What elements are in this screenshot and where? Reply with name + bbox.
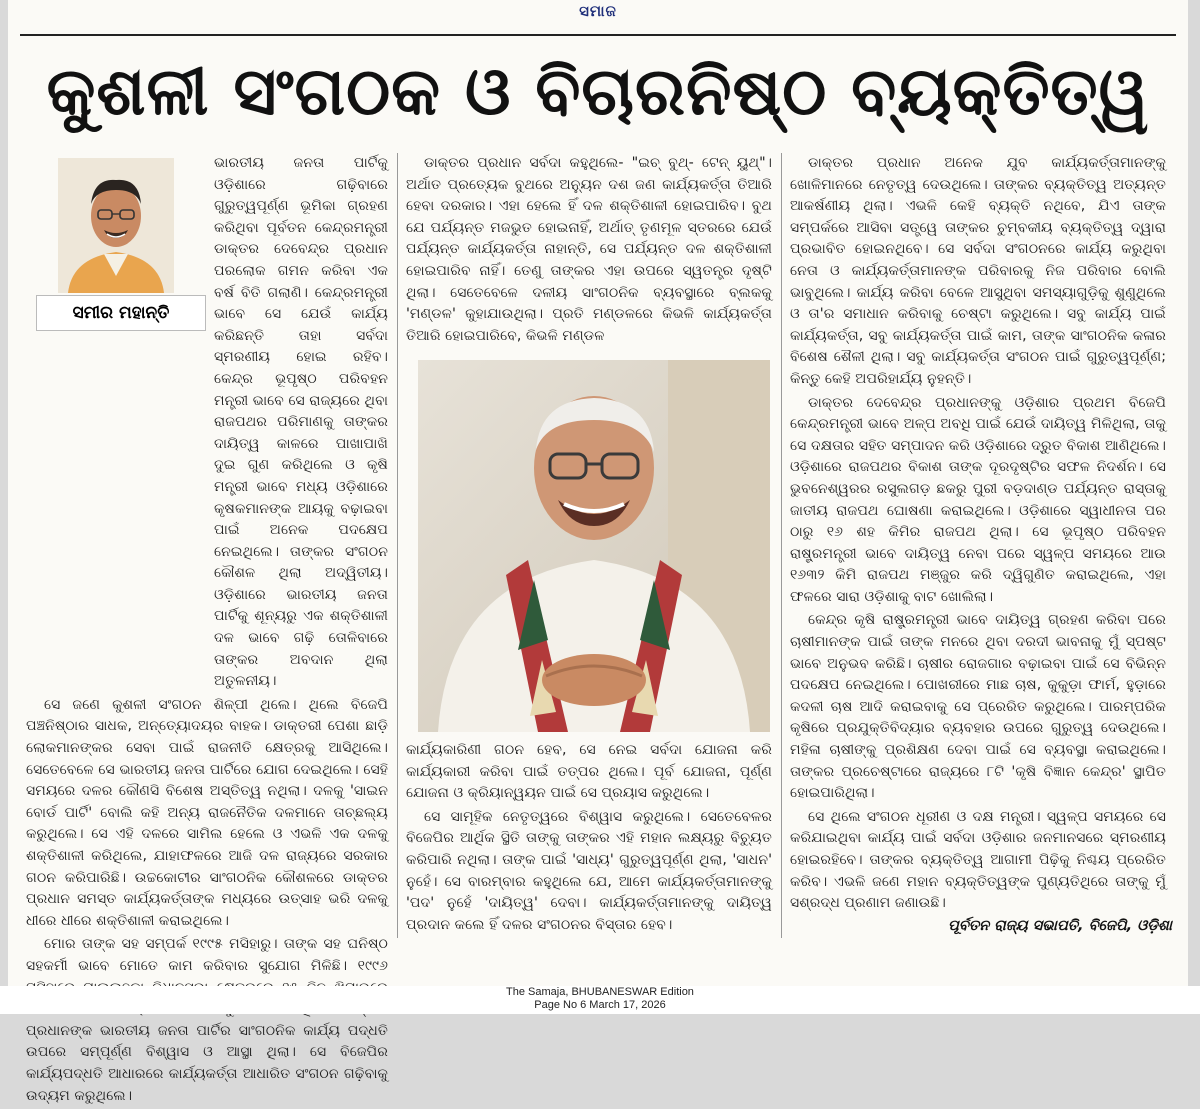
paragraph: ଡାକ୍ତର ପ୍ରଧାନ ସର୍ବଦା କହୁଥିଲେ- "ଇଚ୍ ବୁଥ୍- ଟେନ୍ ୟୁଥ୍"। ଅର୍ଥାତ ପ୍ରତ୍ୟେକ ବୁଥରେ ଅନ୍ୟୁନ ଦଶ ଜଣ କାର୍ଯ୍ୟକର୍ତ୍ତା ତିଆରି ହେବା ଦରକାର। ଏହା ହେଲେ ହିଁ ଦଳ ଶକ୍ତିଶାଳୀ ହୋଇପାରିବ। ବୁଥ ଯେ ପର୍ଯ୍ୟନ୍ତ ମଜଭୁତ ହୋଇନାହିଁ, ଅର୍ଥାତ୍ ତୃଣମୂଳ ସ୍ତରରେ ଯେଉଁ ପର୍ଯ୍ୟନ୍ତ କାର୍ଯ୍ୟକର୍ତ୍ତା ନାହାନ୍ତି, ସେ ପର୍ଯ୍ୟନ୍ତ ଦଳ ଶକ୍ତିଶାଳୀ ହୋଇପାରିବ ନାହିଁ। ତେଣୁ ତାଙ୍କର ଏହା ଉପରେ ସ୍ୱତନ୍ତ୍ର ଦୃଷ୍ଟି ଥିଲା। ସେତେବେଳେ ଦଳୀୟ ସାଂଗଠନିକ ବ୍ୟବସ୍ଥାରେ ବ୍ଲକକୁ 'ମଣ୍ଡଳ' କୁହାଯାଉଥିଲା। ପ୍ରତି ମଣ୍ଡଳରେ କିଭଳି କାର୍ଯ୍ୟକର୍ତ୍ତା ତିଆରି ହୋଇପାରିବେ, କିଭଳି ମଣ୍ଡଳ [406, 155, 772, 344]
column-2-top [406, 153, 772, 349]
paragraph: ଭାରତୀୟ ଜନତା ପାର୍ଟିକୁ ଓଡ଼ିଶାରେ ଗଢ଼ିବାରେ ଗୁରୁତ୍ୱପୂର୍ଣ୍ଣ ଭୂମିକା ଗ୍ରହଣ କରିଥିବା ପୂର୍ବତନ କେନ୍ଦ୍ରମନ୍ତ୍ରୀ ଡାକ୍ତର ଦେବେନ୍ଦ୍ର ପ୍ରଧାନ ପରଲୋକ ଗମନ କରିବା ଏକ ବର୍ଷ ବିତି ଗଲାଣି। କେନ୍ଦ୍ରମନ୍ତ୍ରୀ ଭାବେ ସେ ଯେଉଁ କାର୍ଯ୍ୟ କରିଛନ୍ତି ତାହା ସର୍ବଦା ସ୍ମରଣୀୟ ହୋଇ ରହିବ। କେନ୍ଦ୍ର ଭୂପୃଷ୍ଠ ପରିବହନ ମନ୍ତ୍ରୀ ଭାବେ ସେ ରାଜ୍ୟରେ ଥିବା ରାଜପଥର ପରିମାଣକୁ ତାଙ୍କର ଦାୟିତ୍ୱ କାଳରେ ପାଖାପାଖି ଦୁଇ ଗୁଣ କରିଥିଲେ ଓ କୃଷି ମନ୍ତ୍ରୀ ଭାବେ ମଧ୍ୟ ଓଡ଼ିଶାରେ କୃଷକମାନଙ୍କ ଆୟକୁ ବଢ଼ାଇବା ପାଇଁ ଅନେକ ପଦକ୍ଷେପ ନେଇଥିଲେ। ତାଙ୍କର ସଂଗଠନ କୌଶଳ ଥିଲା ଅଦ୍ୱିତୀୟ। ଓଡ଼ିଶାରେ ଭାରତୀୟ ଜନତା ପାର୍ଟିକୁ ଶୂନ୍ୟରୁ ଏକ ଶକ୍ତିଶାଳୀ ଦଳ ଭାବେ ଗଢ଼ି ତୋଳିବାରେ ତାଙ୍କର ଅବଦାନ ଥିଲା ଅତୁଳନୀୟ। [214, 155, 388, 690]
paragraph: କେନ୍ଦ୍ର କୃଷି ରାଷ୍ଟ୍ରମନ୍ତ୍ରୀ ଭାବେ ଦାୟିତ୍ୱ ଗ୍ରହଣ କରିବା ପରେ ଚାଷୀମାନଙ୍କ ପାଇଁ ତାଙ୍କ ମନରେ ଥିବା ଦରଦୀ ଭାବନାକୁ ମୁଁ ସ୍ପଷ୍ଟ ଭାବେ ଅନୁଭବ କରିଛି। ଚାଷୀର ରୋଜଗାର ବଢ଼ାଇବା ପାଇଁ ସେ ବିଭିନ୍ନ ପଦକ୍ଷେପ ନେଇଥିଲେ। ପୋଖରୀରେ ମାଛ ଚାଷ, କୁକୁଡ଼ା ଫାର୍ମ, ହୁଡ଼ାରେ କଦଳୀ ଚାଷ ଆଦି କରାଇବାକୁ ସେ ପ୍ରେରିତ କରୁଥିଲେ। ପାରମ୍ପରିକ କୃଷିରେ ପ୍ରଯୁକ୍ତିବିଦ୍ୟାର ବ୍ୟବହାର ଉପରେ ଗୁରୁତ୍ୱ ଦେଉଥିଲେ। ମହିଳା ଚାଷୀଙ୍କୁ ପ୍ରଶିକ୍ଷଣ ଦେବା ପାଇଁ ସେ ବ୍ୟବସ୍ଥା କରାଇଥିଲେ। ତାଙ୍କର ପ୍ରଚେଷ୍ଟାରେ ରାଜ୍ୟରେ ୮ଟି 'କୃଷି ବିଜ୍ଞାନ କେନ୍ଦ୍ର' ସ୍ଥାପିତ ହୋଇପାରିଥିଲା। [790, 612, 1166, 802]
paragraph: କାର୍ଯ୍ୟକାରିଣୀ ଗଠନ ହେବ, ସେ ନେଇ ସର୍ବଦା ଯୋଜନା କରି କାର୍ଯ୍ୟକାରୀ କରିବା ପାଇଁ ତତ୍ପର ଥିଲେ। ପୂର୍ବ ଯୋଜନା, ପୂର୍ଣ୍ଣ ଯୋଜନା ଓ କ୍ରିୟାନ୍ୱୟନ ପାଇଁ ସେ ପ୍ରୟାସ କରୁଥିଲେ। [406, 742, 772, 802]
paragraph: ସେ ଥିଲେ ସଂଗଠନ ଧୂରୀଣ ଓ ଦକ୍ଷ ମନ୍ତ୍ରୀ। ସ୍ୱଳ୍ପ ସମୟରେ ସେ କରିଯାଇଥିବା କାର୍ଯ୍ୟ ପାଇଁ ସର୍ବଦା ଓଡ଼ିଶାର ଜନମାନସରେ ସ୍ମରଣୀୟ ହୋଇରହିବେ। ତାଙ୍କର ବ୍ୟକ୍ତିତ୍ୱ ଆଗାମୀ ପିଢ଼ିକୁ ନିଶ୍ଚୟ ପ୍ରେରିତ କରିବ। ଏଭଳି ଜଣେ ମହାନ ବ୍ୟକ୍ତିତ୍ୱଙ୍କ ପୁଣ୍ୟତିଥିରେ ତାଙ୍କୁ ମୁଁ ସଶ୍ରଦ୍ଧ ପ୍ରଣାମ ଜଣାଉଛି। [790, 808, 1166, 912]
paragraph: ସେ ଜଣେ କୁଶଳୀ ସଂଗଠନ ଶିଳ୍ପୀ ଥିଲେ। ଥିଲେ ବିଜେପି ପଞ୍ଚନିଷ୍ଠାର ସାଧକ, ଅନ୍ତ୍ୟୋଦୟର ବାହକ। ଡାକ୍ତରୀ ପେଶା ଛାଡ଼ି ଲୋକମାନଙ୍କର ସେବା ପାଇଁ ରାଜନୀତି କ୍ଷେତ୍ରକୁ ଆସିଥିଲେ। ସେତେବେଳେ ସେ ଭାରତୀୟ ଜନତା ପାର୍ଟିରେ ଯୋଗ ଦେଇଥିଲେ। ସେହି ସମୟରେ ଦଳର କୌଣସି ବିଶେଷ ଅସ୍ତିତ୍ୱ ନଥିଲା। ଦଳକୁ 'ସାଇନ ବୋର୍ଡ ପାର୍ଟି' ବୋଲି କହି ଅନ୍ୟ ରାଜନୈତିକ ଦଳମାନେ ତାଚ୍ଛଲ୍ୟ କରୁଥିଲେ। ସେ ଏହି ଦଳରେ ସାମିଲ ହେଲେ ଓ ଏଭଳି ଏକ ଦଳକୁ ଶକ୍ତିଶାଳୀ କରିଥିଲେ, ଯାହାଫଳରେ ଆଜି ଦଳ ରାଜ୍ୟରେ ସରକାର ଗଠନ କରିପାରିଛି। ଉଚ୍ଚକୋଟୀର ସାଂଗଠନିକ କୌଶଳରେ ଡାକ୍ତର ପ୍ରଧାନ ସମସ୍ତ କାର୍ଯ୍ୟକର୍ତ୍ତାଙ୍କ ମଧ୍ୟରେ ଉତ୍ସାହ ଭରି ଦଳକୁ ଧୀରେ ଧୀରେ ଶକ୍ତିଶାଳୀ କରାଇଥିଲେ। [26, 696, 388, 929]
paragraph: ଡାକ୍ତର ପ୍ରଧାନ ଅନେକ ଯୁବ କାର୍ଯ୍ୟକର୍ତ୍ତାମାନଙ୍କୁ ଖୋଳିମାନରେ ନେତୃତ୍ୱ ଦେଉଥିଲେ। ତାଙ୍କର ବ୍ୟକ୍ତିତ୍ୱ ଅତ୍ୟନ୍ତ ଆକର୍ଷଣୀୟ ଥିଲା। ଏଭଳି କେହି ବ୍ୟକ୍ତି ନଥିବେ, ଯିଏ ତାଙ୍କ ସମ୍ପର୍କରେ ଆସିବା ସତ୍ତ୍ୱେ ତାଙ୍କର ଚୁମ୍ବକୀୟ ବ୍ୟକ୍ତିତ୍ୱ ଦ୍ୱାରା ପ୍ରଭାବିତ ହୋଇନଥିବେ। ସେ ସର୍ବଦା ସଂଗଠନରେ କାର୍ଯ୍ୟ କରୁଥିବା ନେତା ଓ କାର୍ଯ୍ୟକର୍ତ୍ତାମାନଙ୍କ ପରିବାରକୁ ନିଜ ପରିବାର ବୋଲି ଭାବୁଥିଲେ। କାର୍ଯ୍ୟ କରିବା ବେଳେ ଆସୁଥିବା ସମସ୍ୟାଗୁଡ଼ିକୁ ଶୁଣୁଥିଲେ ଓ ତା'ର ସମାଧାନ କରିବାକୁ ଚେଷ୍ଟା କରୁଥିଲେ। ସବୁ କାର୍ଯ୍ୟ ପାଇଁ କାର୍ଯ୍ୟକର୍ତ୍ତା, ସବୁ କାର୍ଯ୍ୟକର୍ତ୍ତା ପାଇଁ କାମ, ତାଙ୍କ ସାଂଗଠନିକ କଳାର ବିଶେଷ ଶୈଳୀ ଥିଲା। ସବୁ କାର୍ଯ୍ୟକର୍ତ୍ତା ସଂଗଠନ ପାଇଁ ଗୁରୁତ୍ୱପୂର୍ଣ୍ଣ; କିନ୍ତୁ କେହି ଅପରିହାର୍ଯ୍ୟ ନୁହନ୍ତି। [790, 155, 1166, 387]
column-1 [26, 153, 388, 1109]
column-divider [397, 153, 398, 938]
page-info-line: Page No 6 March 17, 2026 [534, 999, 666, 1011]
paragraph: ସେ ସାମୂହିକ ନେତୃତ୍ୱରେ ବିଶ୍ୱାସ କରୁଥିଲେ। ସେତେବେଳର ବିଜେପିର ଆର୍ଥିକ ସ୍ଥିତି ତାଙ୍କୁ ତାଙ୍କର ଏହି ମହାନ ଲକ୍ଷ୍ୟରୁ ବିଚ୍ୟୁତ କରିପାରି ନଥିଲା। ତାଙ୍କ ପାଇଁ 'ସାଧ୍ୟ' ଗୁରୁତ୍ୱପୂର୍ଣ୍ଣ ଥିଲା, 'ସାଧନ' ନୁହେଁ। ସେ ବାରମ୍ବାର କହୁଥିଲେ ଯେ, ଆମେ କାର୍ଯ୍ୟକର୍ତ୍ତାମାନଙ୍କୁ 'ପଦ' ନୁହେଁ 'ଦାୟିତ୍ୱ' ଦେବା। କାର୍ଯ୍ୟକର୍ତ୍ତାମାନଙ୍କୁ ଦାୟିତ୍ୱ ପ୍ରଦାନ କଲେ ହିଁ ଦଳର ସଂଗଠନର ବିସ୍ତାର ହେବ। [406, 808, 772, 933]
column-divider [781, 153, 782, 938]
author-name: ସମୀର ମହାନ୍ତି [36, 295, 206, 331]
edition-line: The Samaja, BHUBANESWAR Edition [506, 986, 694, 998]
paragraph: ଡାକ୍ତର ଦେବେନ୍ଦ୍ର ପ୍ରଧାନଙ୍କୁ ଓଡ଼ିଶାର ପ୍ରଥମ ବିଜେପି କେନ୍ଦ୍ରମନ୍ତ୍ରୀ ଭାବେ ଅଳ୍ପ ଅବଧି ପାଇଁ ଯେଉଁ ଦାୟିତ୍ୱ ମିଳିଥିଲା, ତାକୁ ସେ ଦକ୍ଷତାର ସହିତ ସମ୍ପାଦନ କରି ଓଡ଼ିଶାରେ ଦ୍ରୁତ ବିକାଶ ଆଣିଥିଲେ। ଓଡ଼ିଶାରେ ରାଜପଥର ବିକାଶ ତାଙ୍କ ଦୂରଦୃଷ୍ଟିର ସଫଳ ନିଦର୍ଶନ। ସେ ଭୁବନେଶ୍ୱରର ରସୁଲଗଡ଼ ଛକରୁ ପୁରୀ ବଡ଼ଦାଣ୍ଡ ପର୍ଯ୍ୟନ୍ତ ରାସ୍ତାକୁ ଜାତୀୟ ରାଜପଥ ଘୋଷଣା କରାଇଥିଲେ। ଓଡ଼ିଶାରେ ସ୍ୱାଧୀନତା ପର ଠାରୁ ୧୬ ଶହ କିମିର ରାଜପଥ ଥିଲା। ସେ ଭୂପୃଷ୍ଠ ପରିବହନ ରାଷ୍ଟ୍ରମନ୍ତ୍ରୀ ଭାବେ ଦାୟିତ୍ୱ ନେବା ପରେ ସ୍ୱଳ୍ପ ସମୟରେ ଆଉ ୧୬୩୨ କିମି ରାଜପଥ ମଞ୍ଜୁର କରି ଦ୍ୱିଗୁଣିତ କରାଇଥିଲେ, ଏହା ଫଳରେ ସାରା ଓଡ଼ିଶାକୁ ବାଟ ଖୋଲିଲା। [790, 394, 1166, 605]
newspaper-logo: ସମାଜ [579, 2, 617, 20]
main-portrait-photo [418, 360, 770, 732]
top-rule [20, 34, 1176, 36]
paragraph: ମୋର ତାଙ୍କ ସହ ସମ୍ପର୍କ ୧୯୯୫ ମସିହାରୁ। ତାଙ୍କ ସହ ଘନିଷ୍ଠ ସହକର୍ମୀ ଭାବେ ମୋତେ କାମ କରିବାର ସୁଯୋଗ ମିଳିଛି। ୧୯୯୬ ପ୍ରଧାନଙ୍କ ଭାରତୀୟ ଜନତା ପାର୍ଟିର ସାଂଗଠନିକ କାର୍ଯ୍ୟ ପଦ୍ଧତି ଉପରେ ସମ୍ପୂର୍ଣ୍ଣ ବିଶ୍ୱାସ ଓ ଆସ୍ଥା ଥିଲା। ସେ ବିଜେପିର କାର୍ଯ୍ୟପଦ୍ଧତି ଆଧାରରେ କାର୍ଯ୍ୟକର୍ତ୍ତା ଆଧାରିତ ସଂଗଠନ ଗଢ଼ିବାକୁ ଉଦ୍ୟମ କରୁଥିଲେ। [26, 936, 388, 1104]
article-headline: କୁଶଳୀ ସଂଗଠକ ଓ ବିଚାରନିଷ୍ଠ ବ୍ୟକ୍ତିତ୍ୱ [46, 53, 1150, 130]
column-2-bottom [406, 740, 772, 938]
column-3 [790, 153, 1166, 917]
author-designation: ପୂର୍ବତନ ରାଜ୍ୟ ସଭାପତି, ବିଜେପି, ଓଡ଼ିଶା [948, 918, 1172, 934]
page-footer [0, 986, 1200, 1014]
